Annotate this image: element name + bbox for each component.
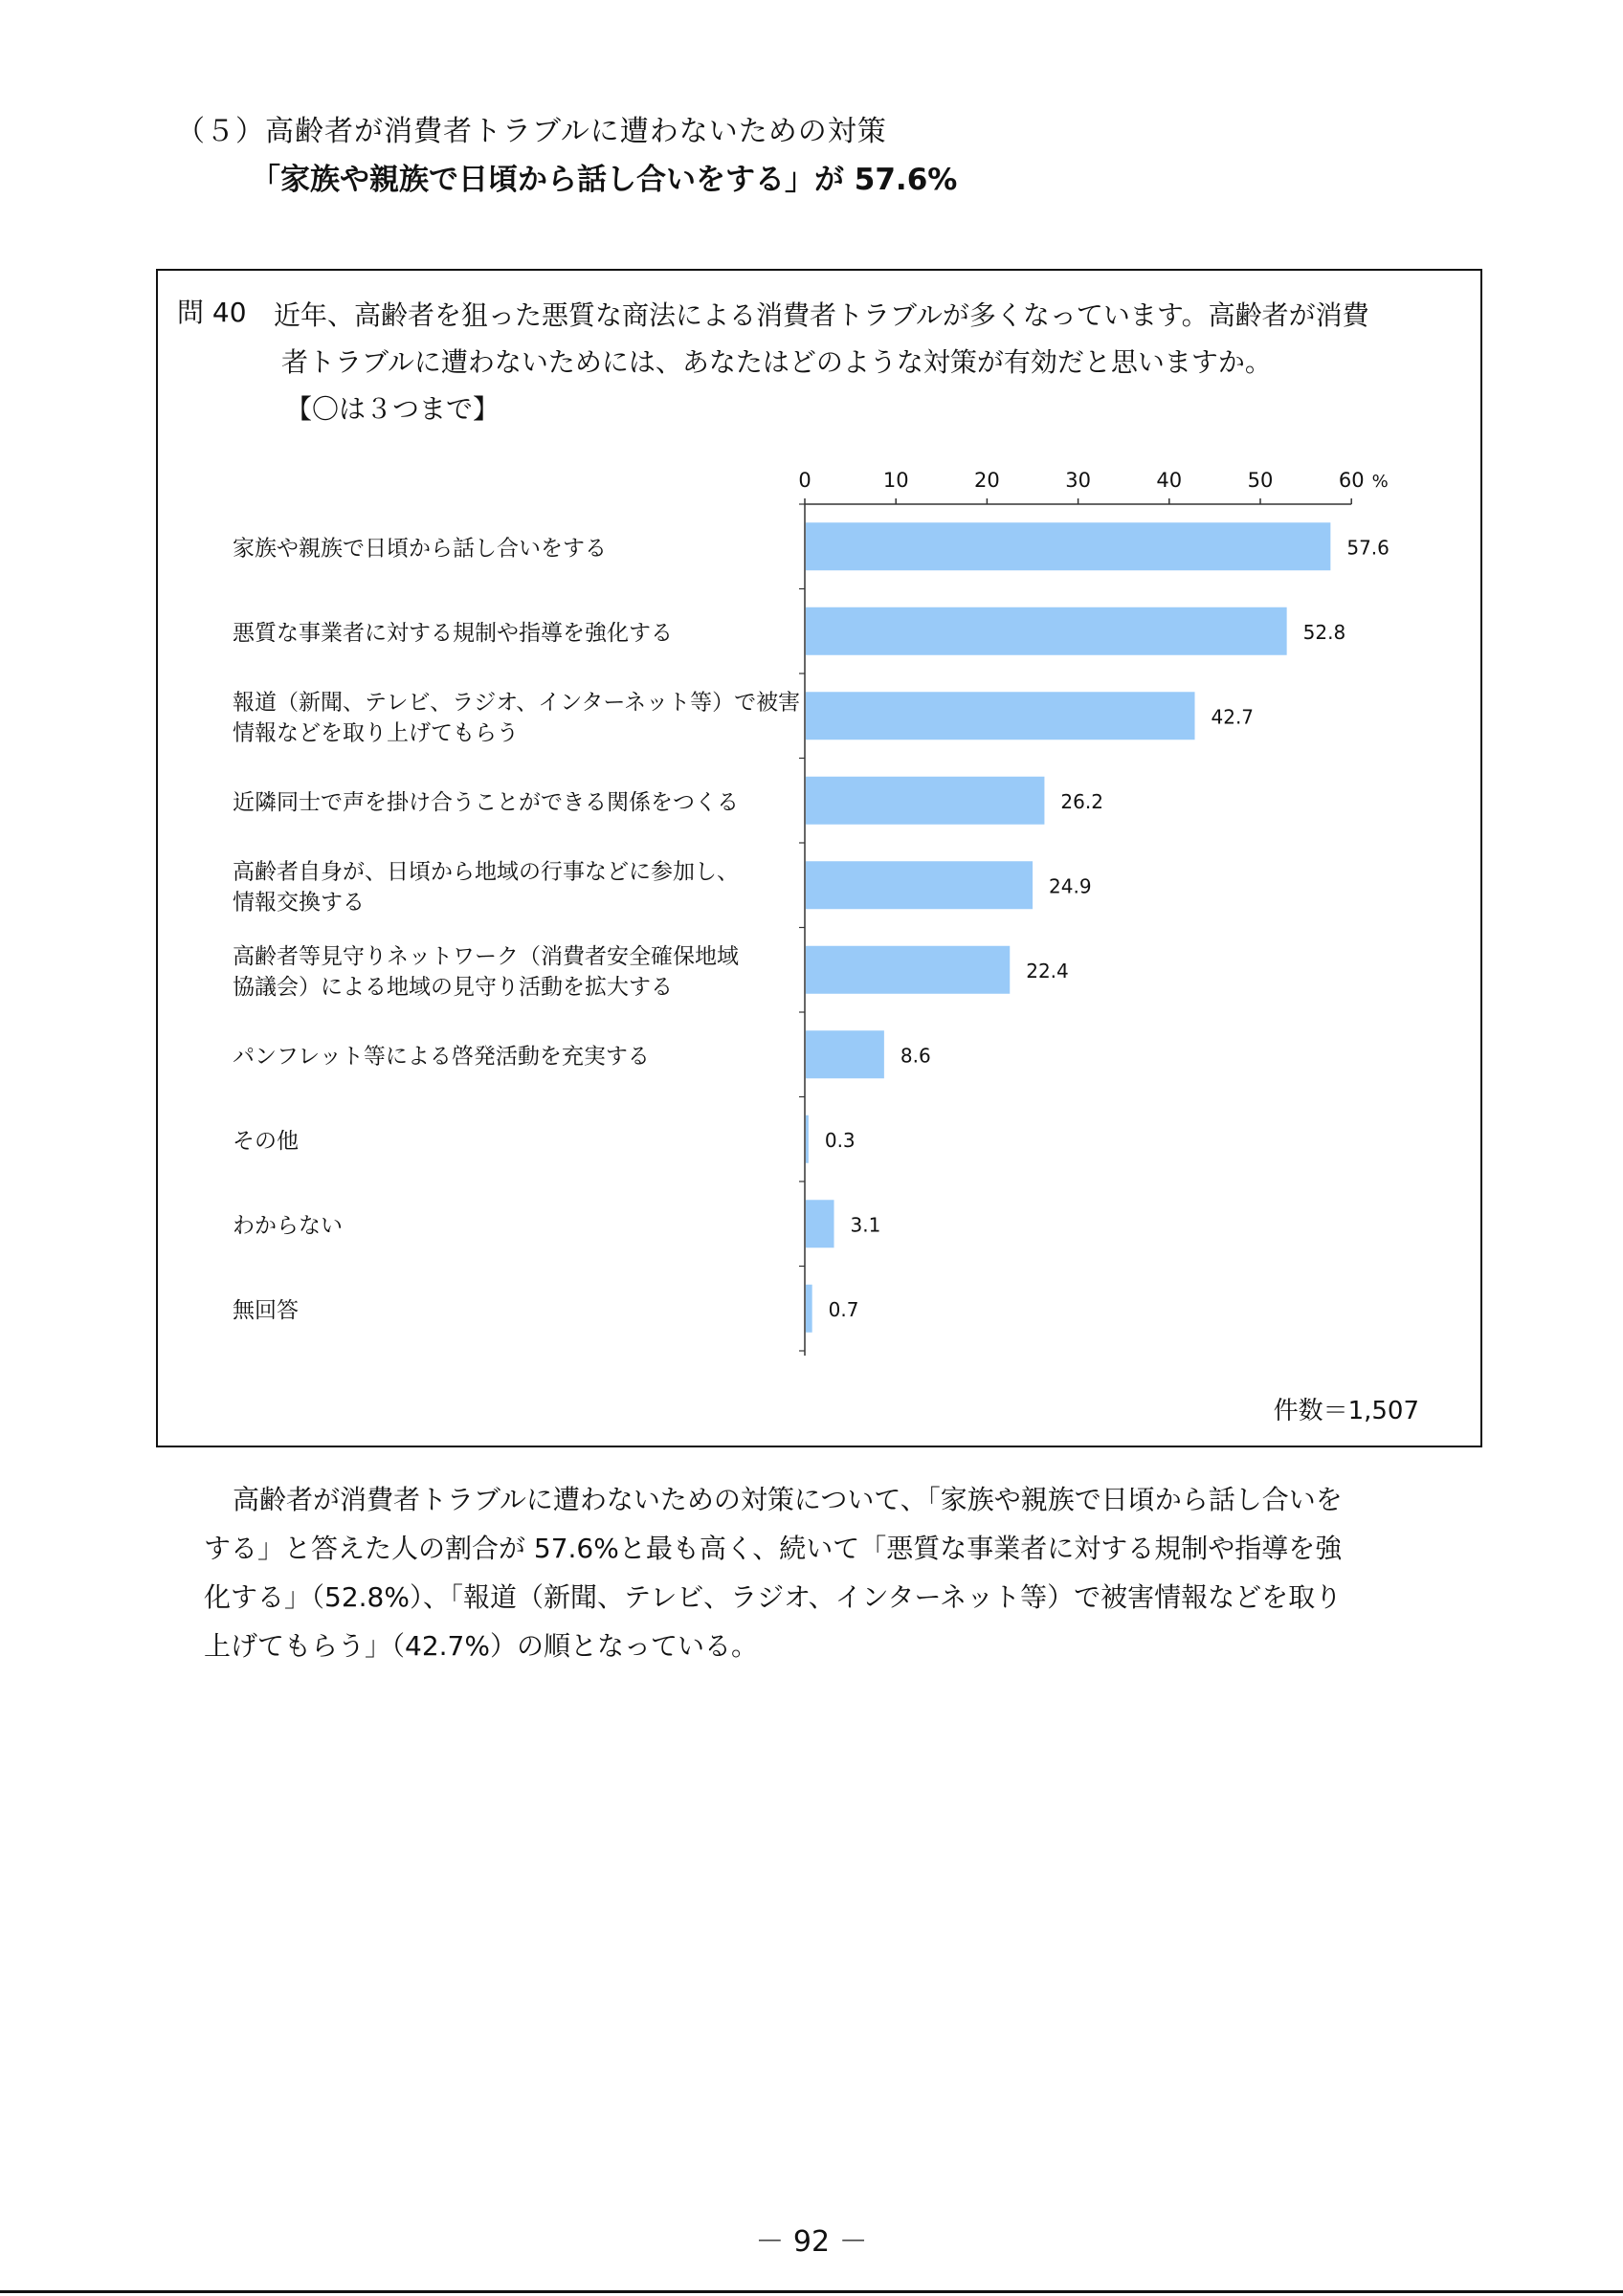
category-label: 無回答 [233,1297,299,1323]
sample-count: 件数＝1,507 [1273,1397,1419,1425]
bar [806,607,1287,655]
category-label: 情報交換する [233,890,365,916]
category-label: 報道（新聞、テレビ、ラジオ、インターネット等）で被害 [233,690,801,716]
summary-line-3: 化する」（52.8%）、「報道（新聞、テレビ、ラジオ、インターネット等）で被害情報などを取り [204,1581,1343,1613]
category-label: 協議会）による地域の見守り活動を拡大する [233,974,673,1000]
question-text-line-2: 者トラブルに遭わないためには、あなたはどのような対策が有効だと思いますか。 [281,346,1272,378]
question-text-line-1: 近年、高齢者を狙った悪質な商法による消費者トラブルが多くなっています。高齢者が消費 [274,299,1369,331]
bar-value-label: 42.7 [1211,705,1255,729]
summary-paragraph [204,1475,1429,1670]
x-tick-label: 20 [974,469,1000,492]
bar [806,522,1330,570]
x-tick-label: 60 [1338,469,1365,492]
summary-line-4: 上げてもらう」（42.7%）の順となっている。 [204,1630,758,1662]
x-tick-label: 40 [1156,469,1183,492]
bar [806,692,1195,740]
bar-value-label: 0.3 [824,1128,856,1152]
bar-value-label: 57.6 [1346,536,1390,560]
category-label: その他 [233,1128,299,1154]
section-subheading: 「家族や親族で日頃から話し合いをする」が 57.6% [251,163,958,197]
x-tick-label: 0 [798,469,812,492]
bar-chart [158,271,1480,1446]
category-label: 家族や親族で日頃から話し合いをする [233,536,607,562]
x-unit-label: % [1371,472,1389,492]
x-tick-label: 10 [882,469,909,492]
bar [806,1115,809,1163]
question-number: 問 40 [177,297,247,328]
category-label: 高齢者自身が、日頃から地域の行事などに参加し、 [233,859,739,885]
bar-value-label: 52.8 [1302,620,1346,644]
bottom-rule [0,2290,1623,2293]
summary-line-2: する」と答えた人の割合が 57.6%と最も高く、続いて「悪質な事業者に対する規制や指導を強 [204,1533,1343,1564]
x-tick-label: 30 [1065,469,1091,492]
category-label: パンフレット等による啓発活動を充実する [233,1044,650,1070]
bar-value-label: 8.6 [900,1044,931,1068]
bar [806,1285,812,1333]
page-number: － 92 － [755,2225,868,2259]
answer-limit-note: 【〇は３つまで】 [285,393,500,425]
x-tick-label: 50 [1247,469,1274,492]
category-label: 高齢者等見守りネットワーク（消費者安全確保地域 [233,943,739,969]
section-heading: （５）高齢者が消費者トラブルに遭わないための対策 [176,115,887,148]
bar [806,1200,834,1247]
bar-value-label: 0.7 [828,1297,859,1321]
bar-value-label: 3.1 [850,1213,881,1237]
bar-value-label: 24.9 [1049,874,1092,898]
bar-value-label: 26.2 [1060,789,1103,813]
category-label: わからない [233,1213,343,1239]
summary-line-1: 高齢者が消費者トラブルに遭わないための対策について、「家族や親族で日頃から話し合いを [233,1484,1343,1515]
bar [806,777,1044,825]
bar [806,1030,884,1078]
bar [806,861,1033,909]
category-label: 近隣同士で声を掛け合うことができる関係をつくる [233,789,739,815]
bar-value-label: 22.4 [1026,959,1069,982]
category-label: 情報などを取り上げてもらう [233,720,519,746]
bar [806,946,1010,994]
category-label: 悪質な事業者に対する規制や指導を強化する [233,620,673,646]
question-box [156,269,1482,1447]
